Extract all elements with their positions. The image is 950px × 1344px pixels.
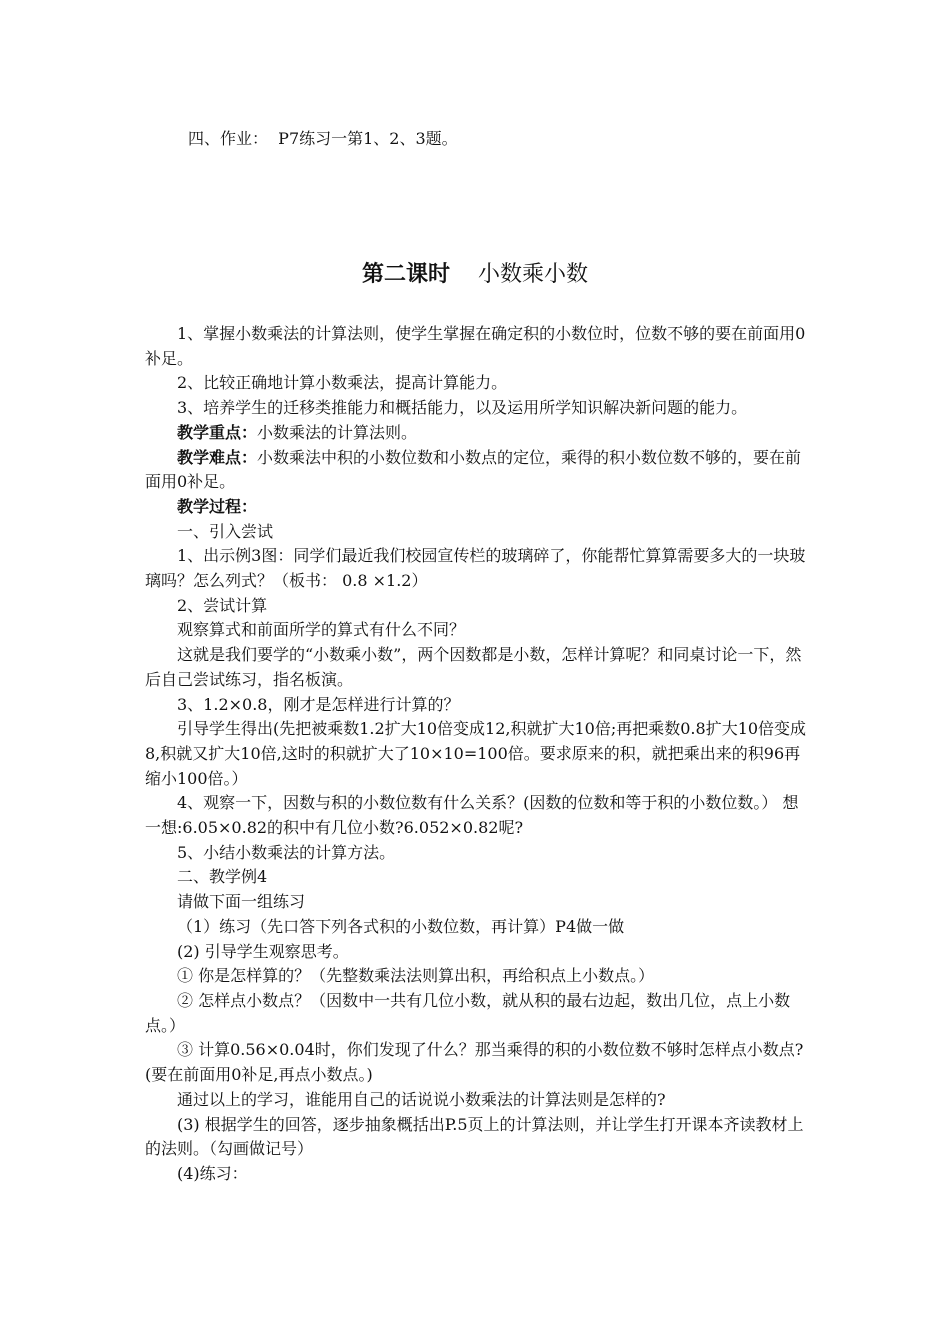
paragraph-heading: 教学过程： [177,496,258,516]
paragraph-text: (3) 根据学生的回答，逐步抽象概括出P.5页上的计算法则，并让学生打开课本齐读教材上的法则。（勾画做记号） [145,1114,804,1159]
paragraph-heading: 教学难点： [177,447,258,467]
paragraph [145,1162,811,1187]
paragraph-text: 小数乘法中积的小数位数和小数点的定位，乘得的积小数位数不够的，要在前面用0补足。 [145,447,802,492]
paragraph [145,915,811,940]
paragraph-text: 观察算式和前面所学的算式有什么不同？ [177,620,466,640]
lesson-title [0,257,950,288]
paragraph-text: (2) 引导学生观察思考。 [177,941,349,961]
paragraph-text: 一、引入尝试 [177,521,274,541]
paragraph [145,964,811,989]
paragraph [145,371,811,396]
paragraph [145,890,811,915]
paragraph-text: ③ 计算0.56×0.04时，你们发现了什么？那当乘得的积的小数位数不够时怎样点小数点?(要在前面用0补足,再点小数点。) [145,1040,804,1085]
paragraph-text: 3、培养学生的迁移类推能力和概括能力，以及运用所学知识解决新问题的能力。 [177,398,748,418]
paragraph-text: (4)练习： [177,1163,248,1183]
paragraph-text: 2、比较正确地计算小数乘法，提高计算能力。 [177,373,508,393]
homework-line: 四、作业： P7练习一第1、2、3题。 [188,129,458,148]
paragraph [145,1038,811,1087]
paragraph [145,421,811,446]
paragraph-text: 二、教学例4 [177,867,268,887]
paragraph [145,989,811,1038]
paragraph [145,1088,811,1113]
paragraph [145,396,811,421]
lesson-title-rest: 小数乘小数 [477,262,588,287]
paragraph [145,643,811,692]
paragraph [145,841,811,866]
paragraph [145,446,811,495]
paragraph [145,594,811,619]
paragraph [145,940,811,965]
paragraph-text: 3、1.2×0.8，刚才是怎样进行计算的？ [177,694,460,714]
paragraph-heading: 教学重点： [177,422,258,442]
paragraph-text: 1、出示例3图：同学们最近我们校园宣传栏的玻璃碎了，你能帮忙算算需要多大的一块玻璃吗？怎么列式？（板书： 0.8 ×1.2） [145,546,806,591]
paragraph [145,865,811,890]
paragraph-text: 引导学生得出(先把被乘数1.2扩大10倍变成12,积就扩大10倍;再把乘数0.8扩大10倍变成8,积就又扩大10倍,这时的积就扩大了10×10=100倍。要求原来的积，就把乘出来的积96再缩小100倍。） [145,719,807,788]
paragraph [145,717,811,791]
paragraph [145,544,811,593]
paragraph-text: 请做下面一组练习 [177,892,306,912]
paragraph-text: 5、小结小数乘法的计算方法。 [177,842,396,862]
paragraph [145,693,811,718]
lesson-body [145,322,811,1187]
paragraph-text: ① 你是怎样算的？（先整数乘法法则算出积，再给积点上小数点。） [177,966,655,986]
paragraph-text: 小数乘法的计算法则。 [257,422,418,442]
paragraph [145,791,811,840]
paragraph-text: 这就是我们要学的“小数乘小数”，两个因数都是小数，怎样计算呢？和同桌讨论一下，然后自己尝试练习，指名板演。 [145,645,802,689]
paragraph-text: 1、掌握小数乘法的计算法则，使学生掌握在确定积的小数位时，位数不够的要在前面用0补足。 [145,324,806,368]
paragraph-text: 通过以上的学习，谁能用自己的话说说小数乘法的计算法则是怎样的? [177,1089,666,1109]
paragraph-text: 4、观察一下，因数与积的小数位数有什么关系？(因数的位数和等于积的小数位数。） 想一想:6.05×0.82的积中有几位小数?6.052×0.82呢? [145,793,799,838]
paragraph [145,520,811,545]
paragraph [145,495,811,520]
paragraph [145,618,811,643]
paragraph [145,322,811,371]
paragraph-text: ② 怎样点小数点？（因数中一共有几位小数，就从积的最右边起，数出几位，点上小数点。） [145,990,791,1035]
paragraph [145,1113,811,1162]
paragraph-text: 2、尝试计算 [177,595,268,615]
paragraph-text: （1）练习（先口答下列各式积的小数位数，再计算）P4做一做 [177,916,625,936]
lesson-title-bold: 第二课时 [361,261,450,287]
